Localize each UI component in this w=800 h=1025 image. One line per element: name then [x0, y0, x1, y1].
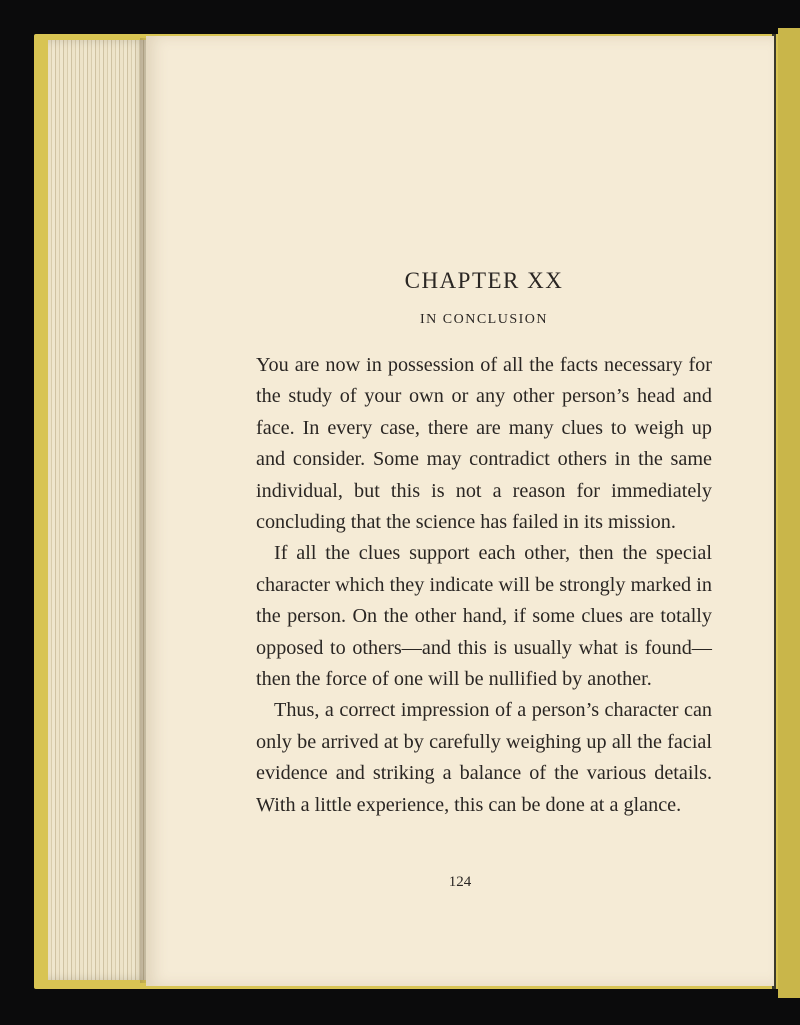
book-cover-edge [778, 28, 800, 998]
chapter-title: CHAPTER XX [404, 268, 564, 293]
page-number: 124 [448, 874, 472, 890]
paragraph-3: Thus, a correct impression of a person’s character can only be arrived at by carefully weighing up all the facial evidence and striking a balance of the various details. With a little experience, this can be done at a glance. [256, 699, 712, 816]
chapter-subtitle: IN CONCLUSION [420, 312, 548, 327]
book-page [146, 36, 774, 986]
paragraph-1: You are now in possession of all the facts necessary for the study of your own or any other person’s head and face. In every case, there are many clues to weigh up and consider. Some may contradict others in the same individual, but this is not a reason for immediately concluding that the science has failed in its mission. [256, 354, 712, 534]
paragraph-2: If all the clues support each other, then the special character which they indicate will be strongly marked in the person. On the other hand, if some clues are totally opposed to others—and this is usually what is found—then the force of one will be nullified by another. [256, 542, 712, 691]
text-block [256, 268, 712, 821]
page-edges [48, 40, 148, 980]
